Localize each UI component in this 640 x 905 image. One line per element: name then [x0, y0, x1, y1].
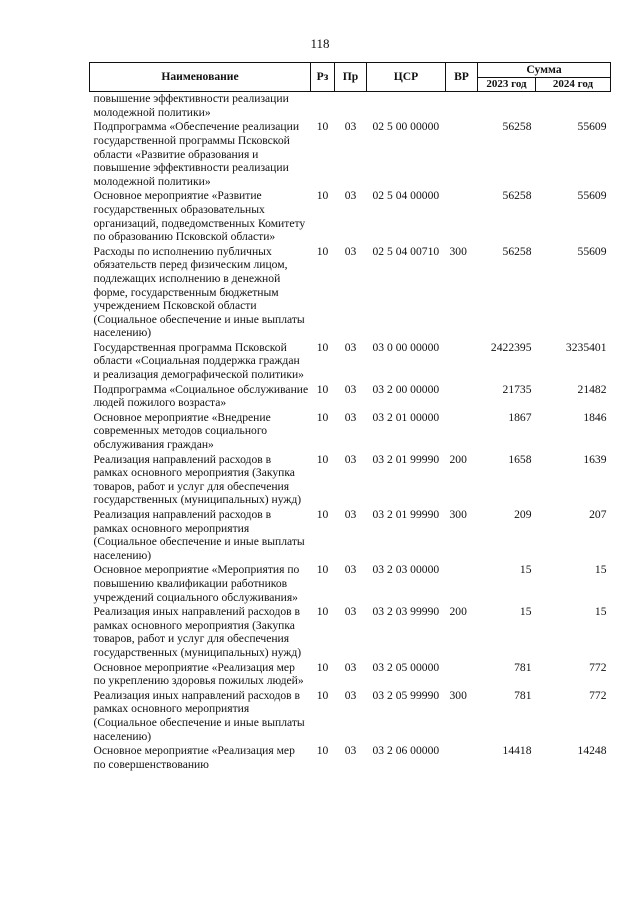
row-sum-2024: 1639: [583, 452, 607, 466]
row-vr: [446, 411, 478, 453]
row-sum-2024: 207: [589, 508, 607, 521]
row-csr: 03 2 03 99990: [372, 605, 440, 619]
row-rz: 10: [316, 563, 329, 577]
row-name: повышение эффективности реализации молодежной политики»: [93, 92, 289, 119]
row-sum-2024: 21482: [577, 382, 607, 396]
row-rz: 10: [316, 120, 329, 134]
row-vr: 300: [449, 688, 467, 702]
row-vr: [446, 341, 478, 383]
row-pr: 03: [344, 340, 357, 354]
row-name: Подпрограмма «Обеспечение реализации государственной программы Псковской области «Развитие образования и повышение эффективности реализации молодежной политики»: [93, 120, 300, 188]
row-rz: 10: [316, 508, 329, 521]
row-vr: [446, 744, 478, 772]
row-rz: 10: [316, 189, 329, 203]
row-rz: 10: [316, 410, 329, 424]
table-row: [90, 563, 611, 605]
row-csr: 03 2 05 00000: [372, 660, 440, 674]
row-pr: 03: [344, 244, 357, 258]
row-vr: [446, 661, 478, 689]
row-name: Реализация направлений расходов в рамках основного мероприятия (Социальное обеспечение и иные выплаты населению): [93, 508, 305, 562]
row-rz: [311, 92, 335, 121]
header-rz: Рз: [311, 63, 335, 92]
row-rz: 10: [316, 244, 329, 258]
row-sum-2023: 2422395: [490, 340, 532, 354]
row-rz: 10: [316, 382, 329, 396]
row-rz: 10: [316, 688, 329, 702]
table-row: [90, 92, 611, 121]
row-csr: 03 2 00 00000: [372, 382, 440, 396]
row-sum-2024: 55609: [577, 244, 607, 258]
row-sum-2024: 55609: [577, 120, 607, 134]
table-body: [90, 92, 611, 773]
header-year-2024: 2024 год: [536, 77, 611, 92]
row-pr: 03: [344, 744, 357, 758]
row-sum-2023: 14418: [502, 744, 532, 758]
row-pr: 03: [344, 688, 357, 702]
row-vr: [446, 383, 478, 411]
header-year-2023: 2023 год: [478, 77, 536, 92]
row-csr: 03 2 03 00000: [372, 563, 440, 577]
row-vr: [446, 189, 478, 244]
row-sum-2023: 15: [519, 563, 532, 577]
table-row: [90, 341, 611, 383]
row-sum-2023: 56258: [502, 189, 532, 203]
row-sum-2023: 56258: [502, 120, 532, 134]
row-pr: 03: [344, 189, 357, 203]
row-pr: 03: [344, 410, 357, 424]
row-sum-2023: 781: [514, 688, 532, 702]
row-name: Основное мероприятие «Реализация мер по совершенствованию: [93, 744, 295, 771]
row-csr: 03 2 06 00000: [372, 744, 440, 758]
row-sum-2024: 14248: [577, 744, 607, 758]
row-csr: 03 2 05 99990: [372, 688, 440, 702]
row-vr: 200: [449, 452, 467, 466]
row-name: Реализация направлений расходов в рамках основного мероприятия (Закупка товаров, работ и услуг для обеспечения государственных (муниципальных) нужд): [93, 452, 302, 507]
table-row: [90, 453, 611, 508]
row-sum-2024: 15: [594, 605, 607, 619]
header-vr: ВР: [446, 63, 478, 92]
row-sum-2023: 1658: [508, 452, 532, 466]
row-sum-2024: 772: [589, 660, 607, 674]
row-rz: 10: [316, 605, 329, 619]
budget-table: [89, 62, 611, 772]
row-sum-2023: 209: [514, 508, 532, 521]
row-vr: 300: [449, 508, 467, 521]
row-pr: 03: [344, 120, 357, 134]
row-sum-2023: 21735: [502, 382, 532, 396]
row-sum-2023: 1867: [508, 410, 532, 424]
row-sum-2024: 772: [589, 688, 607, 702]
header-name: Наименование: [90, 63, 311, 92]
row-vr: [446, 563, 478, 605]
row-sum-2023: 56258: [502, 244, 532, 258]
row-pr: 03: [344, 452, 357, 466]
row-sum-2024: [536, 92, 611, 121]
row-pr: 03: [344, 382, 357, 396]
row-rz: 10: [316, 660, 329, 674]
table-row: [90, 245, 611, 341]
row-sum-2024: 55609: [577, 189, 607, 203]
row-vr: 300: [449, 244, 467, 258]
table-row: [90, 689, 611, 744]
row-sum-2023: 781: [514, 660, 532, 674]
row-vr: [446, 120, 478, 189]
row-csr: [367, 92, 446, 121]
row-csr: 03 0 00 00000: [372, 340, 440, 354]
row-pr: 03: [344, 605, 357, 619]
row-pr: 03: [344, 508, 357, 521]
row-vr: [446, 92, 478, 121]
table-row: [90, 605, 611, 660]
table-row: [90, 411, 611, 453]
row-csr: 03 2 01 00000: [372, 410, 440, 424]
row-vr: 200: [449, 605, 467, 619]
row-csr: 02 5 04 00000: [372, 189, 440, 203]
row-name: Основное мероприятие «Внедрение современных методов социального обслуживания граждан»: [93, 410, 271, 452]
row-rz: 10: [316, 744, 329, 758]
row-name: Основное мероприятие «Реализация мер по укреплению здоровья пожилых людей»: [93, 660, 304, 688]
row-sum-2023: 15: [519, 605, 532, 619]
table-row: [90, 120, 611, 189]
table-row: [90, 744, 611, 772]
page-number: 118: [310, 36, 330, 51]
row-name: Расходы по исполнению публичных обязательств перед физическим лицом, подлежащих исполнению в денежной форме, государственным бюджетным учреждением Псковской области (Социальное обеспечение и иные выплаты населению): [93, 244, 305, 340]
header-csr: ЦСР: [367, 63, 446, 92]
row-name: Подпрограмма «Социальное обслуживание людей пожилого возраста»: [93, 382, 309, 410]
row-csr: 03 2 01 99990: [372, 508, 440, 521]
table-row: [90, 508, 611, 563]
header-sum: Сумма: [478, 63, 611, 78]
row-rz: 10: [316, 452, 329, 466]
budget-table-container: [89, 62, 610, 772]
row-sum-2024: 1846: [583, 410, 607, 424]
row-sum-2023: [478, 92, 536, 121]
row-pr: [335, 92, 367, 121]
row-pr: 03: [344, 563, 357, 577]
table-header: [90, 63, 611, 92]
row-name: Основное мероприятие «Развитие государственных образовательных организаций, подведомственных Комитету по образованию Псковской области»: [93, 189, 306, 244]
row-csr: 02 5 04 00710: [372, 244, 440, 258]
row-sum-2024: 3235401: [565, 340, 607, 354]
row-pr: 03: [344, 660, 357, 674]
row-name: Реализация иных направлений расходов в рамках основного мероприятия (Закупка товаров, работ и услуг для обеспечения государственных (муниципальных) нужд): [93, 605, 302, 659]
row-csr: 02 5 00 00000: [372, 120, 440, 134]
row-csr: 03 2 01 99990: [372, 452, 440, 466]
table-row: [90, 189, 611, 244]
row-name: Реализация иных направлений расходов в рамках основного мероприятия (Социальное обеспечение и иные выплаты населению): [93, 688, 305, 743]
row-name: Основное мероприятие «Мероприятия по повышению квалификации работников учреждений социального обслуживания»: [93, 563, 300, 604]
row-name: Государственная программа Псковской области «Социальная поддержка граждан и реализация демографической политики»: [93, 340, 304, 382]
header-pr: Пр: [335, 63, 367, 92]
table-row: [90, 661, 611, 689]
table-row: [90, 383, 611, 411]
row-rz: 10: [316, 340, 329, 354]
row-sum-2024: 15: [594, 563, 607, 577]
